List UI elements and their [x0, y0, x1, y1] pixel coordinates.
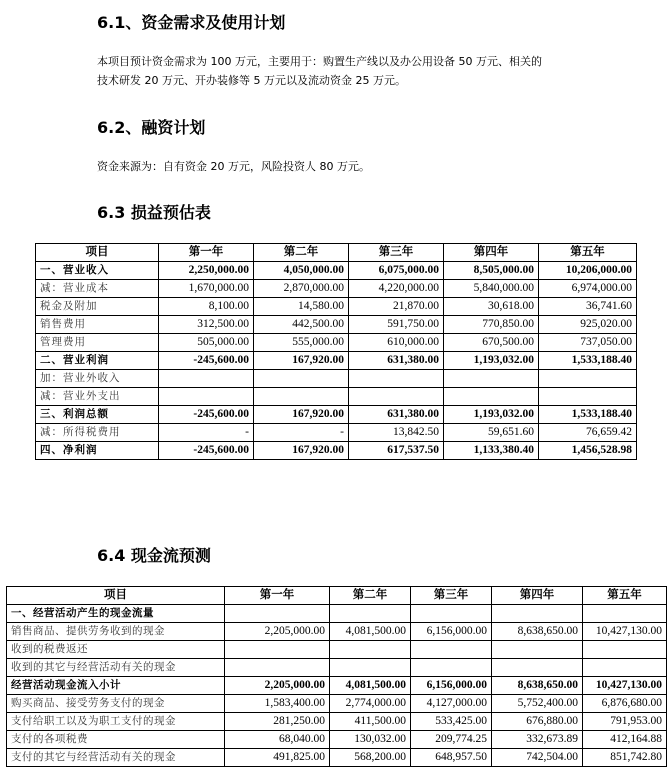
table-cell — [349, 388, 444, 406]
table-row — [36, 298, 637, 316]
column-header: 第一年 — [159, 244, 254, 262]
row-label: 销售商品、提供劳务收到的现金 — [7, 623, 225, 641]
table-cell: 491,825.00 — [225, 749, 330, 767]
table-cell: 4,050,000.00 — [254, 262, 349, 280]
table-row — [36, 316, 637, 334]
row-label: 四、净利润 — [36, 442, 159, 460]
row-label: 减：所得税费用 — [36, 424, 159, 442]
table-cell: 1,456,528.98 — [539, 442, 637, 460]
table-cell — [330, 605, 411, 623]
row-label: 支付给职工以及为职工支付的现金 — [7, 713, 225, 731]
row-label: 支付的各项税费 — [7, 731, 225, 749]
row-label: 收到的税费返还 — [7, 641, 225, 659]
table-cell: 851,742.80 — [583, 749, 667, 767]
column-header: 第二年 — [330, 587, 411, 605]
table-header-row — [7, 587, 667, 605]
column-header: 第三年 — [349, 244, 444, 262]
table-cell: - — [254, 424, 349, 442]
table-cell — [539, 388, 637, 406]
table-cell — [225, 659, 330, 677]
row-label: 经营活动现金流入小计 — [7, 677, 225, 695]
row-label: 购买商品、接受劳务支付的现金 — [7, 695, 225, 713]
section-title-6-2: 6.2、融资计划 — [97, 118, 206, 137]
table-cell: 4,081,500.00 — [330, 677, 411, 695]
table-cell: 10,427,130.00 — [583, 677, 667, 695]
row-label: 加：营业外收入 — [36, 370, 159, 388]
table-cell: 5,752,400.00 — [492, 695, 583, 713]
table-row — [7, 605, 667, 623]
table-cell: 332,673.89 — [492, 731, 583, 749]
table-row — [7, 749, 667, 767]
table-cell: 8,100.00 — [159, 298, 254, 316]
table-cell: 281,250.00 — [225, 713, 330, 731]
table-cell — [539, 370, 637, 388]
income-statement-table — [35, 243, 637, 460]
table-cell: 533,425.00 — [411, 713, 492, 731]
row-label: 减：营业成本 — [36, 280, 159, 298]
table-cell: 1,583,400.00 — [225, 695, 330, 713]
table-cell: 59,651.60 — [444, 424, 539, 442]
table-cell: 4,220,000.00 — [349, 280, 444, 298]
table-row — [36, 370, 637, 388]
table-cell — [254, 370, 349, 388]
table-cell: 2,870,000.00 — [254, 280, 349, 298]
row-label: 一、营业收入 — [36, 262, 159, 280]
paragraph-funding-needs-line1: 本项目预计资金需求为 100 万元，主要用于：购置生产线以及办公用设备 50 万元、相关的 — [97, 55, 542, 68]
row-label: 税金及附加 — [36, 298, 159, 316]
row-label: 支付的其它与经营活动有关的现金 — [7, 749, 225, 767]
table-cell: 1,193,032.00 — [444, 352, 539, 370]
table-row — [7, 659, 667, 677]
section-title-6-3: 6.3 损益预估表 — [97, 203, 211, 222]
table-cell: 6,156,000.00 — [411, 623, 492, 641]
table-cell: 6,075,000.00 — [349, 262, 444, 280]
section-title-6-1: 6.1、资金需求及使用计划 — [97, 13, 286, 32]
table-cell: 5,840,000.00 — [444, 280, 539, 298]
table-cell — [254, 388, 349, 406]
column-header: 项目 — [36, 244, 159, 262]
table-row — [7, 731, 667, 749]
table-cell — [583, 605, 667, 623]
column-header: 项目 — [7, 587, 225, 605]
table-cell — [583, 659, 667, 677]
table-cell: 312,500.00 — [159, 316, 254, 334]
table-cell — [225, 641, 330, 659]
table-cell — [444, 388, 539, 406]
row-label: 一、经营活动产生的现金流量 — [7, 605, 225, 623]
table-row — [36, 406, 637, 424]
table-cell — [411, 605, 492, 623]
table-row — [7, 641, 667, 659]
table-cell — [159, 388, 254, 406]
table-cell: 6,974,000.00 — [539, 280, 637, 298]
table-cell: -245,600.00 — [159, 352, 254, 370]
column-header: 第三年 — [411, 587, 492, 605]
table-cell: 631,380.00 — [349, 352, 444, 370]
table-row — [36, 262, 637, 280]
table-cell: 555,000.00 — [254, 334, 349, 352]
table-cell: 13,842.50 — [349, 424, 444, 442]
income-statement-body — [36, 262, 637, 460]
table-cell: -245,600.00 — [159, 442, 254, 460]
section-title-6-4: 6.4 现金流预测 — [97, 546, 211, 565]
table-cell: 14,580.00 — [254, 298, 349, 316]
table-cell: 925,020.00 — [539, 316, 637, 334]
table-cell: 1,193,032.00 — [444, 406, 539, 424]
column-header: 第四年 — [492, 587, 583, 605]
table-cell: 2,205,000.00 — [225, 623, 330, 641]
table-cell: 676,880.00 — [492, 713, 583, 731]
table-cell: 36,741.60 — [539, 298, 637, 316]
column-header: 第二年 — [254, 244, 349, 262]
table-cell — [330, 659, 411, 677]
table-row — [7, 713, 667, 731]
row-label: 三、利润总额 — [36, 406, 159, 424]
table-cell: 76,659.42 — [539, 424, 637, 442]
row-label: 收到的其它与经营活动有关的现金 — [7, 659, 225, 677]
paragraph-funding-needs-line2: 技术研发 20 万元、开办装修等 5 万元以及流动资金 25 万元。 — [97, 74, 406, 87]
paragraph-financing-plan: 资金来源为：自有资金 20 万元，风险投资人 80 万元。 — [97, 160, 370, 173]
table-cell: 1,670,000.00 — [159, 280, 254, 298]
table-header-row — [36, 244, 637, 262]
table-row — [7, 623, 667, 641]
table-cell: 742,504.00 — [492, 749, 583, 767]
table-cell: 2,205,000.00 — [225, 677, 330, 695]
table-cell: 2,250,000.00 — [159, 262, 254, 280]
table-cell: 648,957.50 — [411, 749, 492, 767]
table-cell: 1,533,188.40 — [539, 352, 637, 370]
table-cell: 631,380.00 — [349, 406, 444, 424]
table-cell: 8,638,650.00 — [492, 623, 583, 641]
table-cell: 1,133,380.40 — [444, 442, 539, 460]
table-cell: 209,774.25 — [411, 731, 492, 749]
table-cell: 770,850.00 — [444, 316, 539, 334]
table-row — [36, 280, 637, 298]
table-row — [36, 424, 637, 442]
cash-flow-body — [7, 605, 667, 767]
table-cell: 610,000.00 — [349, 334, 444, 352]
table-cell: -245,600.00 — [159, 406, 254, 424]
table-cell: 30,618.00 — [444, 298, 539, 316]
table-cell: 4,127,000.00 — [411, 695, 492, 713]
cash-flow-table — [6, 586, 667, 767]
table-cell — [492, 641, 583, 659]
table-cell — [411, 659, 492, 677]
table-cell: 568,200.00 — [330, 749, 411, 767]
table-row — [36, 334, 637, 352]
table-row — [36, 442, 637, 460]
column-header: 第四年 — [444, 244, 539, 262]
table-cell: 8,638,650.00 — [492, 677, 583, 695]
table-cell — [225, 605, 330, 623]
table-row — [7, 677, 667, 695]
row-label: 销售费用 — [36, 316, 159, 334]
table-row — [36, 352, 637, 370]
table-cell: 6,876,680.00 — [583, 695, 667, 713]
table-cell — [583, 641, 667, 659]
table-cell: 1,533,188.40 — [539, 406, 637, 424]
row-label: 二、营业利润 — [36, 352, 159, 370]
table-cell: 670,500.00 — [444, 334, 539, 352]
table-row — [7, 695, 667, 713]
table-cell: 130,032.00 — [330, 731, 411, 749]
table-cell — [159, 370, 254, 388]
table-cell: 4,081,500.00 — [330, 623, 411, 641]
table-cell — [349, 370, 444, 388]
table-cell: 411,500.00 — [330, 713, 411, 731]
table-cell — [411, 641, 492, 659]
row-label: 减：营业外支出 — [36, 388, 159, 406]
table-cell: 167,920.00 — [254, 406, 349, 424]
table-cell — [330, 641, 411, 659]
row-label: 管理费用 — [36, 334, 159, 352]
table-cell: 167,920.00 — [254, 352, 349, 370]
column-header: 第一年 — [225, 587, 330, 605]
table-cell: 21,870.00 — [349, 298, 444, 316]
table-cell: 6,156,000.00 — [411, 677, 492, 695]
table-cell: 617,537.50 — [349, 442, 444, 460]
table-cell: 2,774,000.00 — [330, 695, 411, 713]
table-cell: - — [159, 424, 254, 442]
table-cell: 412,164.88 — [583, 731, 667, 749]
table-cell: 10,427,130.00 — [583, 623, 667, 641]
table-cell: 505,000.00 — [159, 334, 254, 352]
table-cell: 791,953.00 — [583, 713, 667, 731]
table-cell: 737,050.00 — [539, 334, 637, 352]
table-cell — [492, 605, 583, 623]
table-cell: 167,920.00 — [254, 442, 349, 460]
column-header: 第五年 — [583, 587, 667, 605]
table-cell: 8,505,000.00 — [444, 262, 539, 280]
table-cell: 68,040.00 — [225, 731, 330, 749]
table-cell: 10,206,000.00 — [539, 262, 637, 280]
table-row — [36, 388, 637, 406]
table-cell: 442,500.00 — [254, 316, 349, 334]
table-cell — [492, 659, 583, 677]
column-header: 第五年 — [539, 244, 637, 262]
table-cell — [444, 370, 539, 388]
table-cell: 591,750.00 — [349, 316, 444, 334]
